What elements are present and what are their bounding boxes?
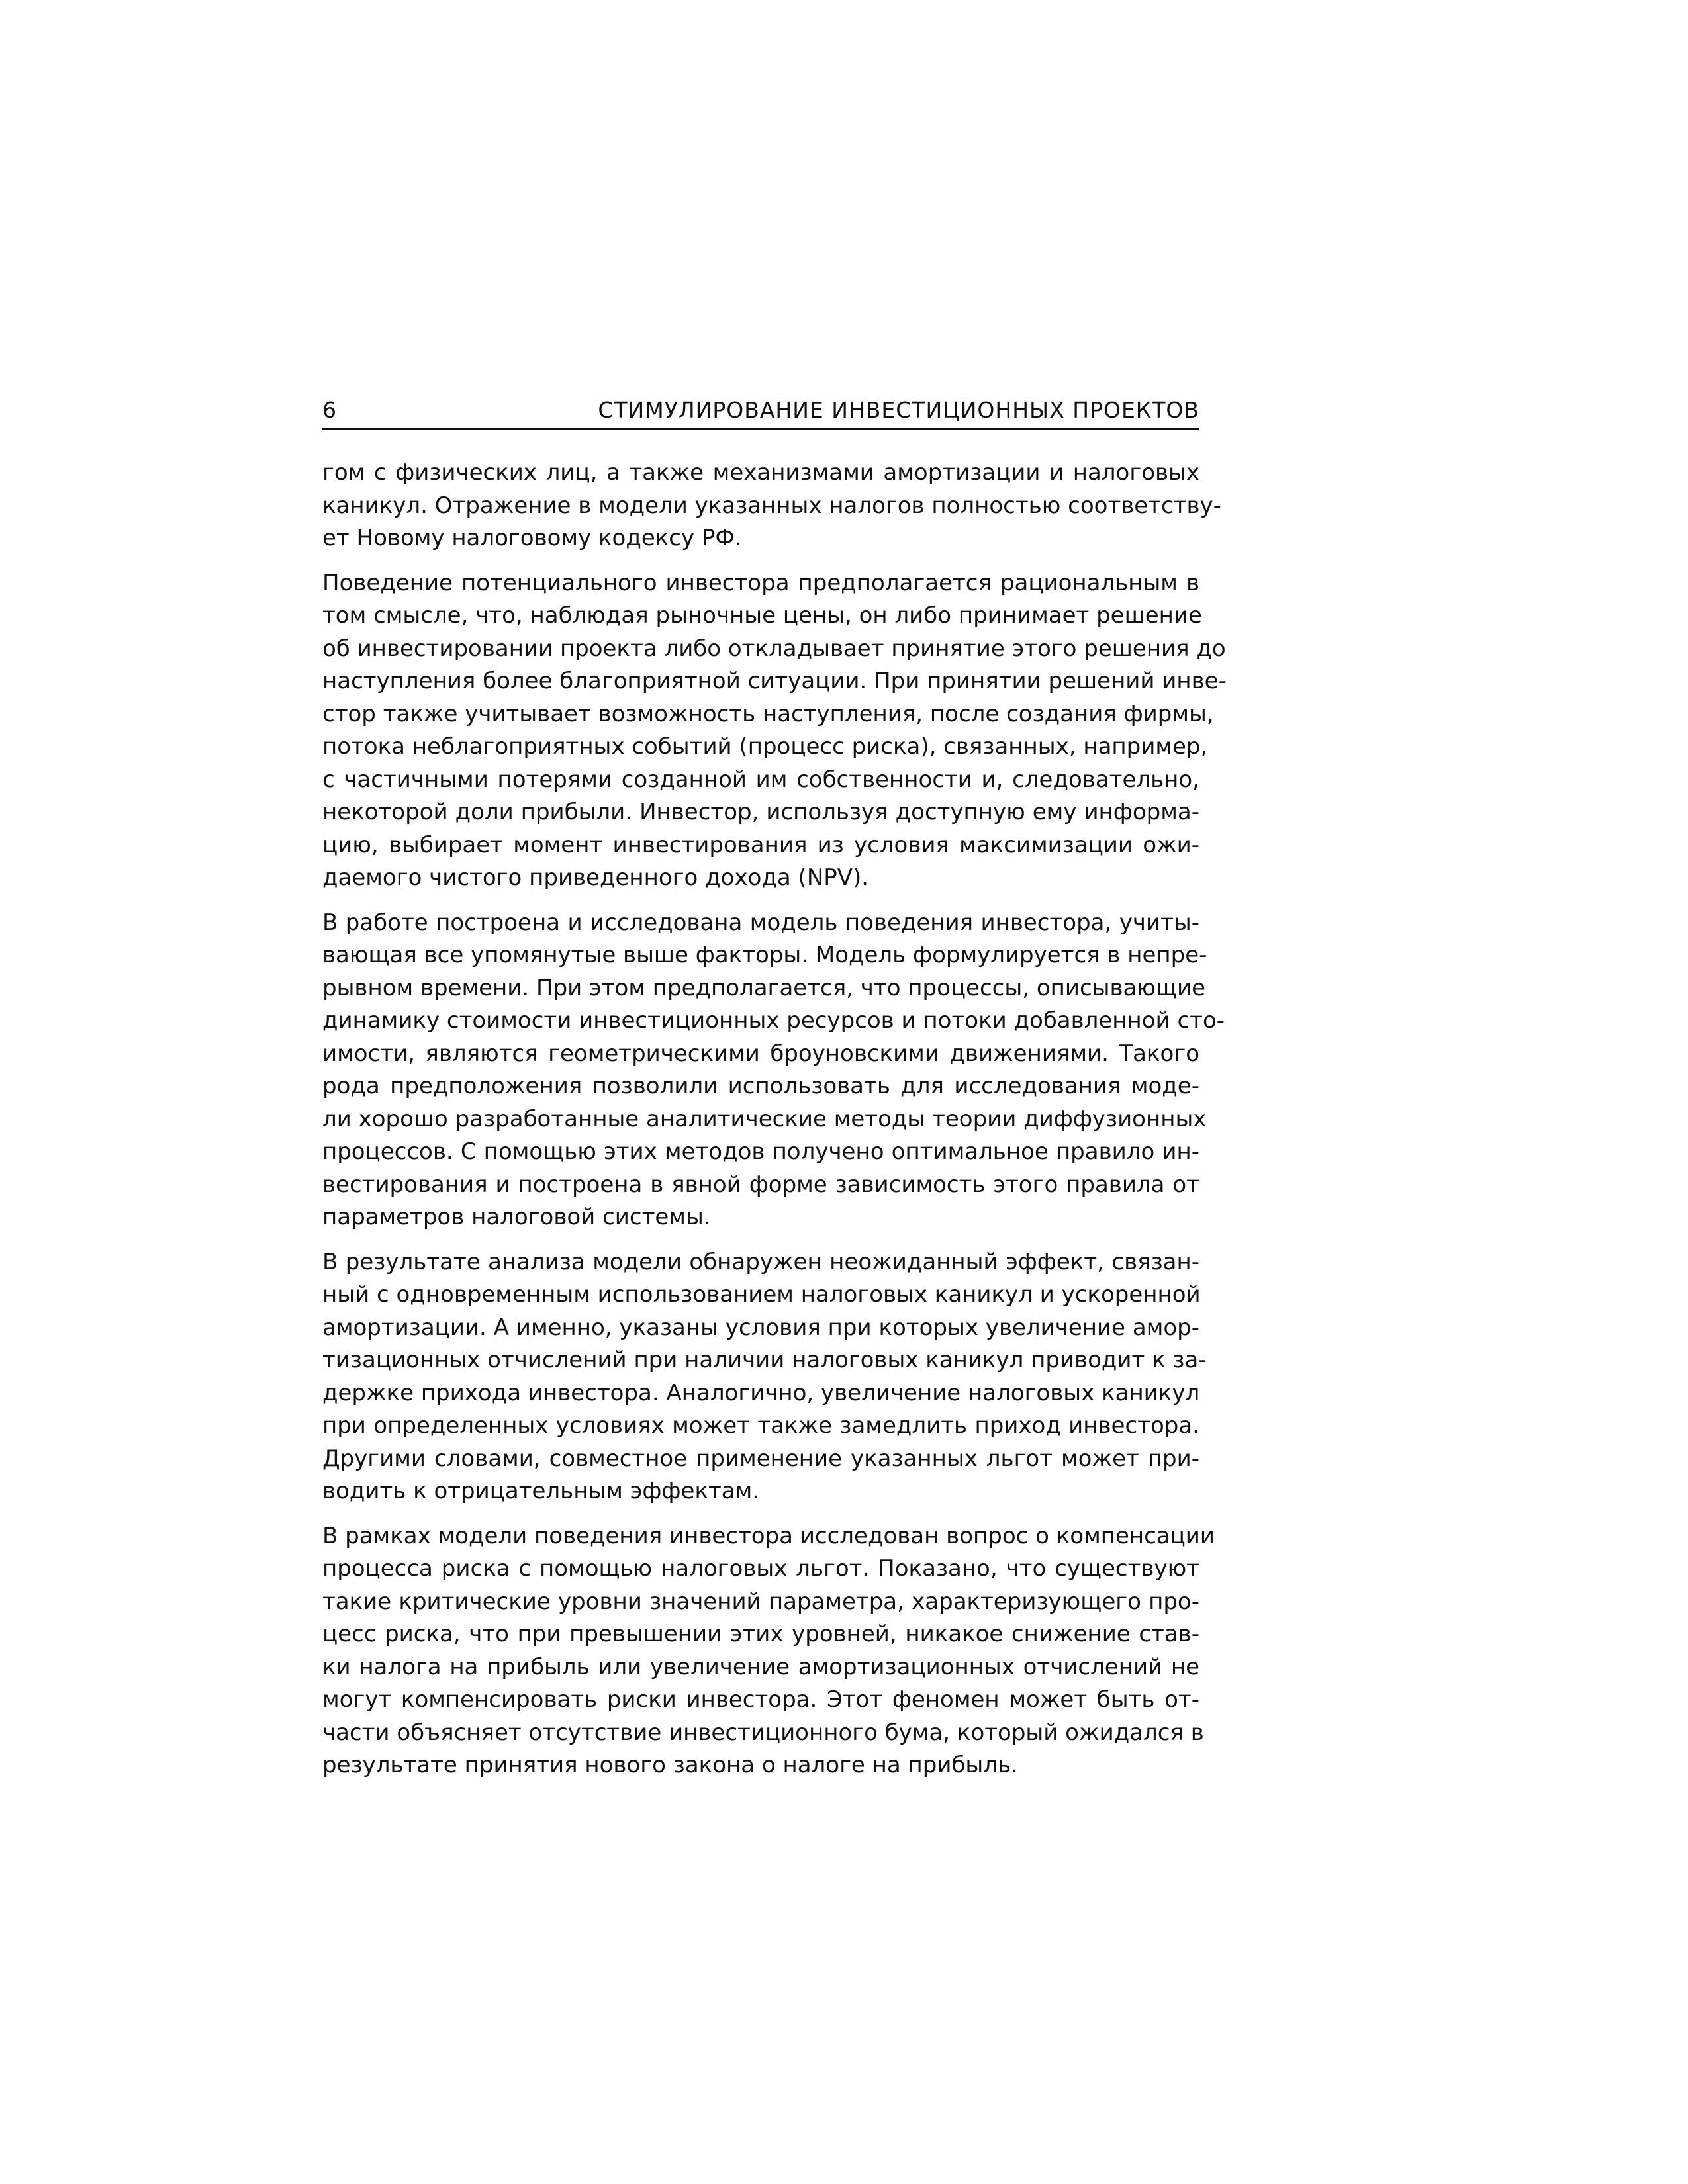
text-line: рода предположения позволили использовать для исследования моде- <box>322 1073 1199 1099</box>
text-line: имости, являются геометрическими броуновскими движениями. Такого <box>322 1040 1199 1067</box>
text-line: потока неблагоприятных событий (процесс риска), связанных, например, <box>322 733 1208 760</box>
text-line: амортизации. А именно, указаны условия при которых увеличение амор- <box>322 1314 1199 1341</box>
text-line: Поведение потенциального инвестора предполагается рациональным в <box>322 569 1199 596</box>
paragraph <box>322 1246 1207 1508</box>
text-line: ки налога на прибыль или увеличение амортизационных отчислений не <box>322 1653 1199 1680</box>
text-line: части объясняет отсутствие инвестиционного бума, который ожидался в <box>322 1719 1204 1746</box>
text-line: том смысле, что, наблюдая рыночные цены, он либо принимает решение <box>322 602 1202 629</box>
paragraph <box>322 907 1225 1234</box>
text-line: некоторой доли прибыли. Инвестор, используя доступную ему информа- <box>322 799 1199 825</box>
text-line: В работе построена и исследована модель поведения инвестора, учиты- <box>322 909 1199 936</box>
text-line: гом с физических лиц, а также механизмами амортизации и налоговых <box>322 459 1199 486</box>
text-line: процесса риска с помощью налоговых льгот. Показано, что существуют <box>322 1555 1199 1582</box>
text-line: ный с одновременным использованием налоговых каникул и ускоренной <box>322 1281 1201 1308</box>
text-line: динамику стоимости инвестиционных ресурсов и потоки добавленной сто- <box>322 1007 1225 1034</box>
body-text <box>322 457 1227 1794</box>
text-line: результате принятия нового закона о налоге на прибыль. <box>322 1752 1018 1778</box>
text-line: с частичными потерями созданной им собственности и, следовательно, <box>322 766 1199 793</box>
text-line: водить к отрицательным эффектам. <box>322 1478 760 1504</box>
paragraph <box>322 567 1227 895</box>
text-line: цию, выбирает момент инвестирования из условия максимизации ожи- <box>322 831 1199 858</box>
text-line: такие критические уровни значений параметра, характеризующего про- <box>322 1588 1199 1615</box>
text-line: стор также учитывает возможность наступления, после создания фирмы, <box>322 700 1214 727</box>
text-line: Другими словами, совместное применение указанных льгот может при- <box>322 1445 1199 1472</box>
running-title: СТИМУЛИРОВАНИЕ ИНВЕСТИЦИОННЫХ ПРОЕКТОВ <box>598 397 1199 423</box>
text-line: параметров налоговой системы. <box>322 1204 711 1230</box>
text-line: даемого чистого приведенного дохода (NPV). <box>322 864 869 891</box>
text-line: ли хорошо разработанные аналитические методы теории диффузионных <box>322 1105 1207 1132</box>
paragraph <box>322 1520 1215 1782</box>
text-line: рывном времени. При этом предполагается, что процессы, описывающие <box>322 974 1206 1001</box>
text-line: каникул. Отражение в модели указанных налогов полностью соответству- <box>322 492 1221 519</box>
text-line: вестирования и построена в явной форме зависимость этого правила от <box>322 1171 1199 1198</box>
text-line: наступления более благоприятной ситуации. При принятии решений инве- <box>322 668 1227 694</box>
text-line: при определенных условиях может также замедлить приход инвестора. <box>322 1412 1199 1439</box>
text-line: ет Новому налоговому кодексу РФ. <box>322 525 742 551</box>
text-line: могут компенсировать риски инвестора. Этот феномен может быть от- <box>322 1686 1199 1713</box>
text-line: В рамках модели поведения инвестора исследован вопрос о компенсации <box>322 1522 1215 1549</box>
paragraph <box>322 457 1221 555</box>
text-line: держке прихода инвестора. Аналогично, увеличение налоговых каникул <box>322 1379 1200 1406</box>
text-line: процессов. С помощью этих методов получено оптимальное правило ин- <box>322 1138 1199 1165</box>
text-line: цесс риска, что при превышении этих уровней, никакое снижение став- <box>322 1621 1199 1647</box>
page-number: 6 <box>322 397 336 423</box>
running-head <box>322 393 1199 430</box>
text-line: вающая все упомянутые выше факторы. Модель формулируется в непре- <box>322 942 1207 968</box>
text-line: об инвестировании проекта либо откладывает принятие этого решения до <box>322 635 1226 662</box>
text-line: В результате анализа модели обнаружен неожиданный эффект, связан- <box>322 1248 1199 1275</box>
text-line: тизационных отчислений при наличии налоговых каникул приводит к за- <box>322 1347 1207 1373</box>
